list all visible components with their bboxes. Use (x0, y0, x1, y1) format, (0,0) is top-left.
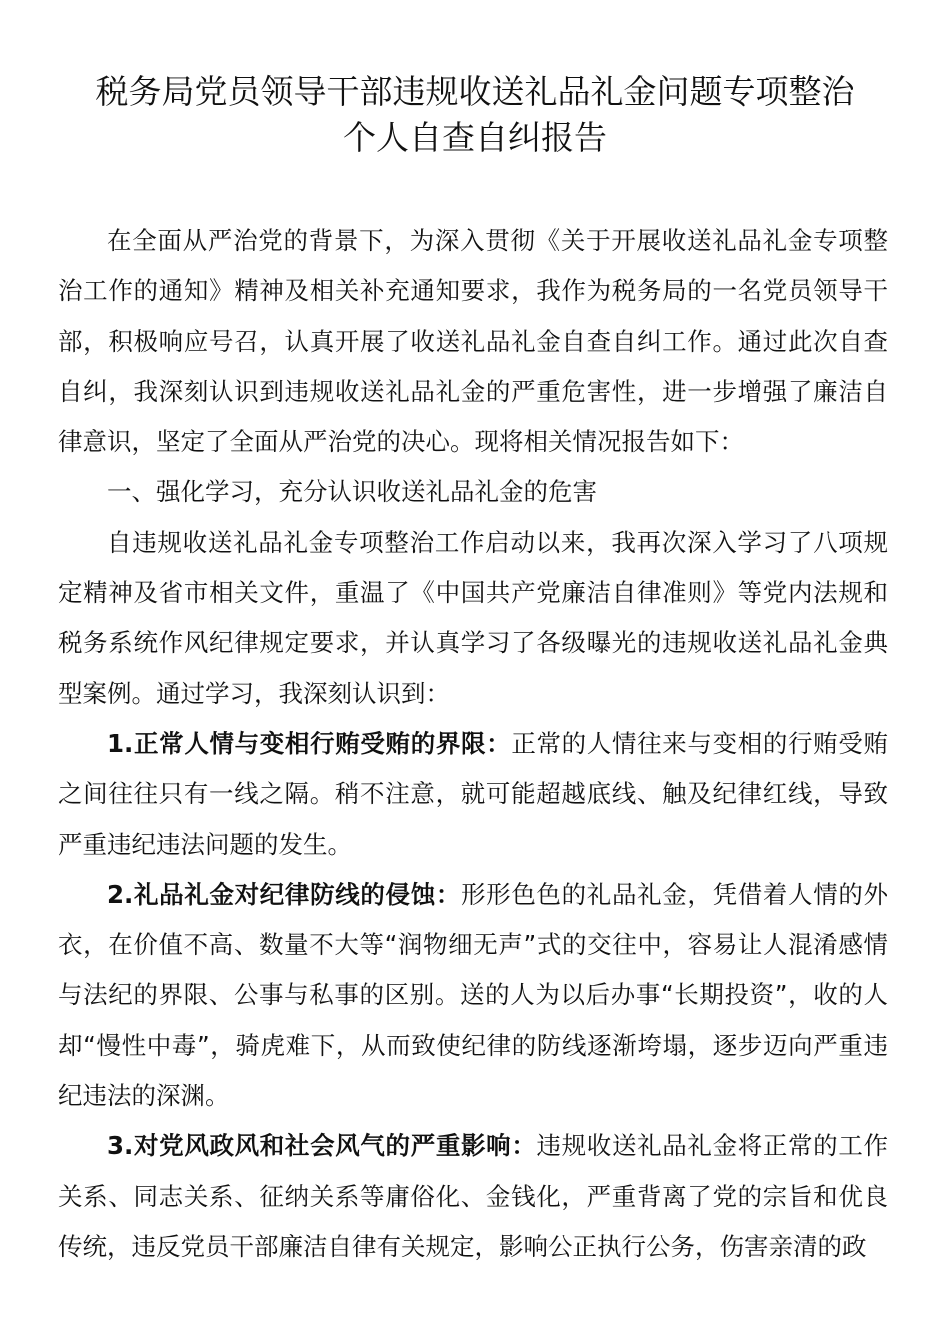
point-3-text: 违规收送礼品礼金将正常的工作关系、同志关系、征纳关系等庸俗化、金钱化，严重背离了党的宗旨和优良传统，违反党员干部廉洁自律有关规定，影响公正执行公务，伤害亲清的政 (58, 1131, 888, 1261)
point-1-label: 1.正常人情与变相行贿受贿的界限： (107, 728, 512, 758)
document-body (58, 216, 888, 1272)
point-2-paragraph (58, 870, 888, 1121)
point-3-label: 3.对党风政风和社会风气的严重影响： (107, 1131, 537, 1161)
section-1-heading: 一、强化学习，充分认识收送礼品礼金的危害 (107, 477, 597, 507)
point-2-text: 形形色色的礼品礼金，凭借着人情的外衣，在价值不高、数量不大等“润物细无声”式的交往中，容易让人混淆感情与法纪的界限、公事与私事的区别。送的人为以后办事“长期投资”，收的人却“慢性中毒”，骑虎难下，从而致使纪律的防线逐渐垮塌，逐步迈向严重违纪违法的深渊。 (58, 879, 889, 1111)
point-3-paragraph (58, 1121, 888, 1272)
point-1-paragraph (58, 719, 888, 870)
point-1-text: 正常的人情往来与变相的行贿受贿之间往往只有一线之隔。稍不注意，就可能超越底线、触及纪律红线，导致严重违纪违法问题的发生。 (58, 728, 888, 859)
intro-paragraph: 在全面从严治党的背景下，为深入贯彻《关于开展收送礼品礼金专项整治工作的通知》精神及相关补充通知要求，我作为税务局的一名党员领导干部，积极响应号召，认真开展了收送礼品礼金自查自纠工作。通过此次自查自纠，我深刻认识到违规收送礼品礼金的严重危害性，进一步增强了廉洁自律意识，坚定了全面从严治党的决心。现将相关情况报告如下： (58, 226, 888, 457)
point-2-label: 2.礼品礼金对纪律防线的侵蚀： (107, 879, 462, 909)
document-title-line-1: 税务局党员领导干部违规收送礼品礼金问题专项整治 (95, 72, 855, 111)
document-title-line-2: 个人自查自纠报告 (343, 118, 607, 157)
section-1-paragraph: 自违规收送礼品礼金专项整治工作启动以来，我再次深入学习了八项规定精神及省市相关文件，重温了《中国共产党廉洁自律准则》等党内法规和税务系统作风纪律规定要求，并认真学习了各级曝光的违规收送礼品礼金典型案例。通过学习，我深刻认识到： (58, 527, 888, 708)
